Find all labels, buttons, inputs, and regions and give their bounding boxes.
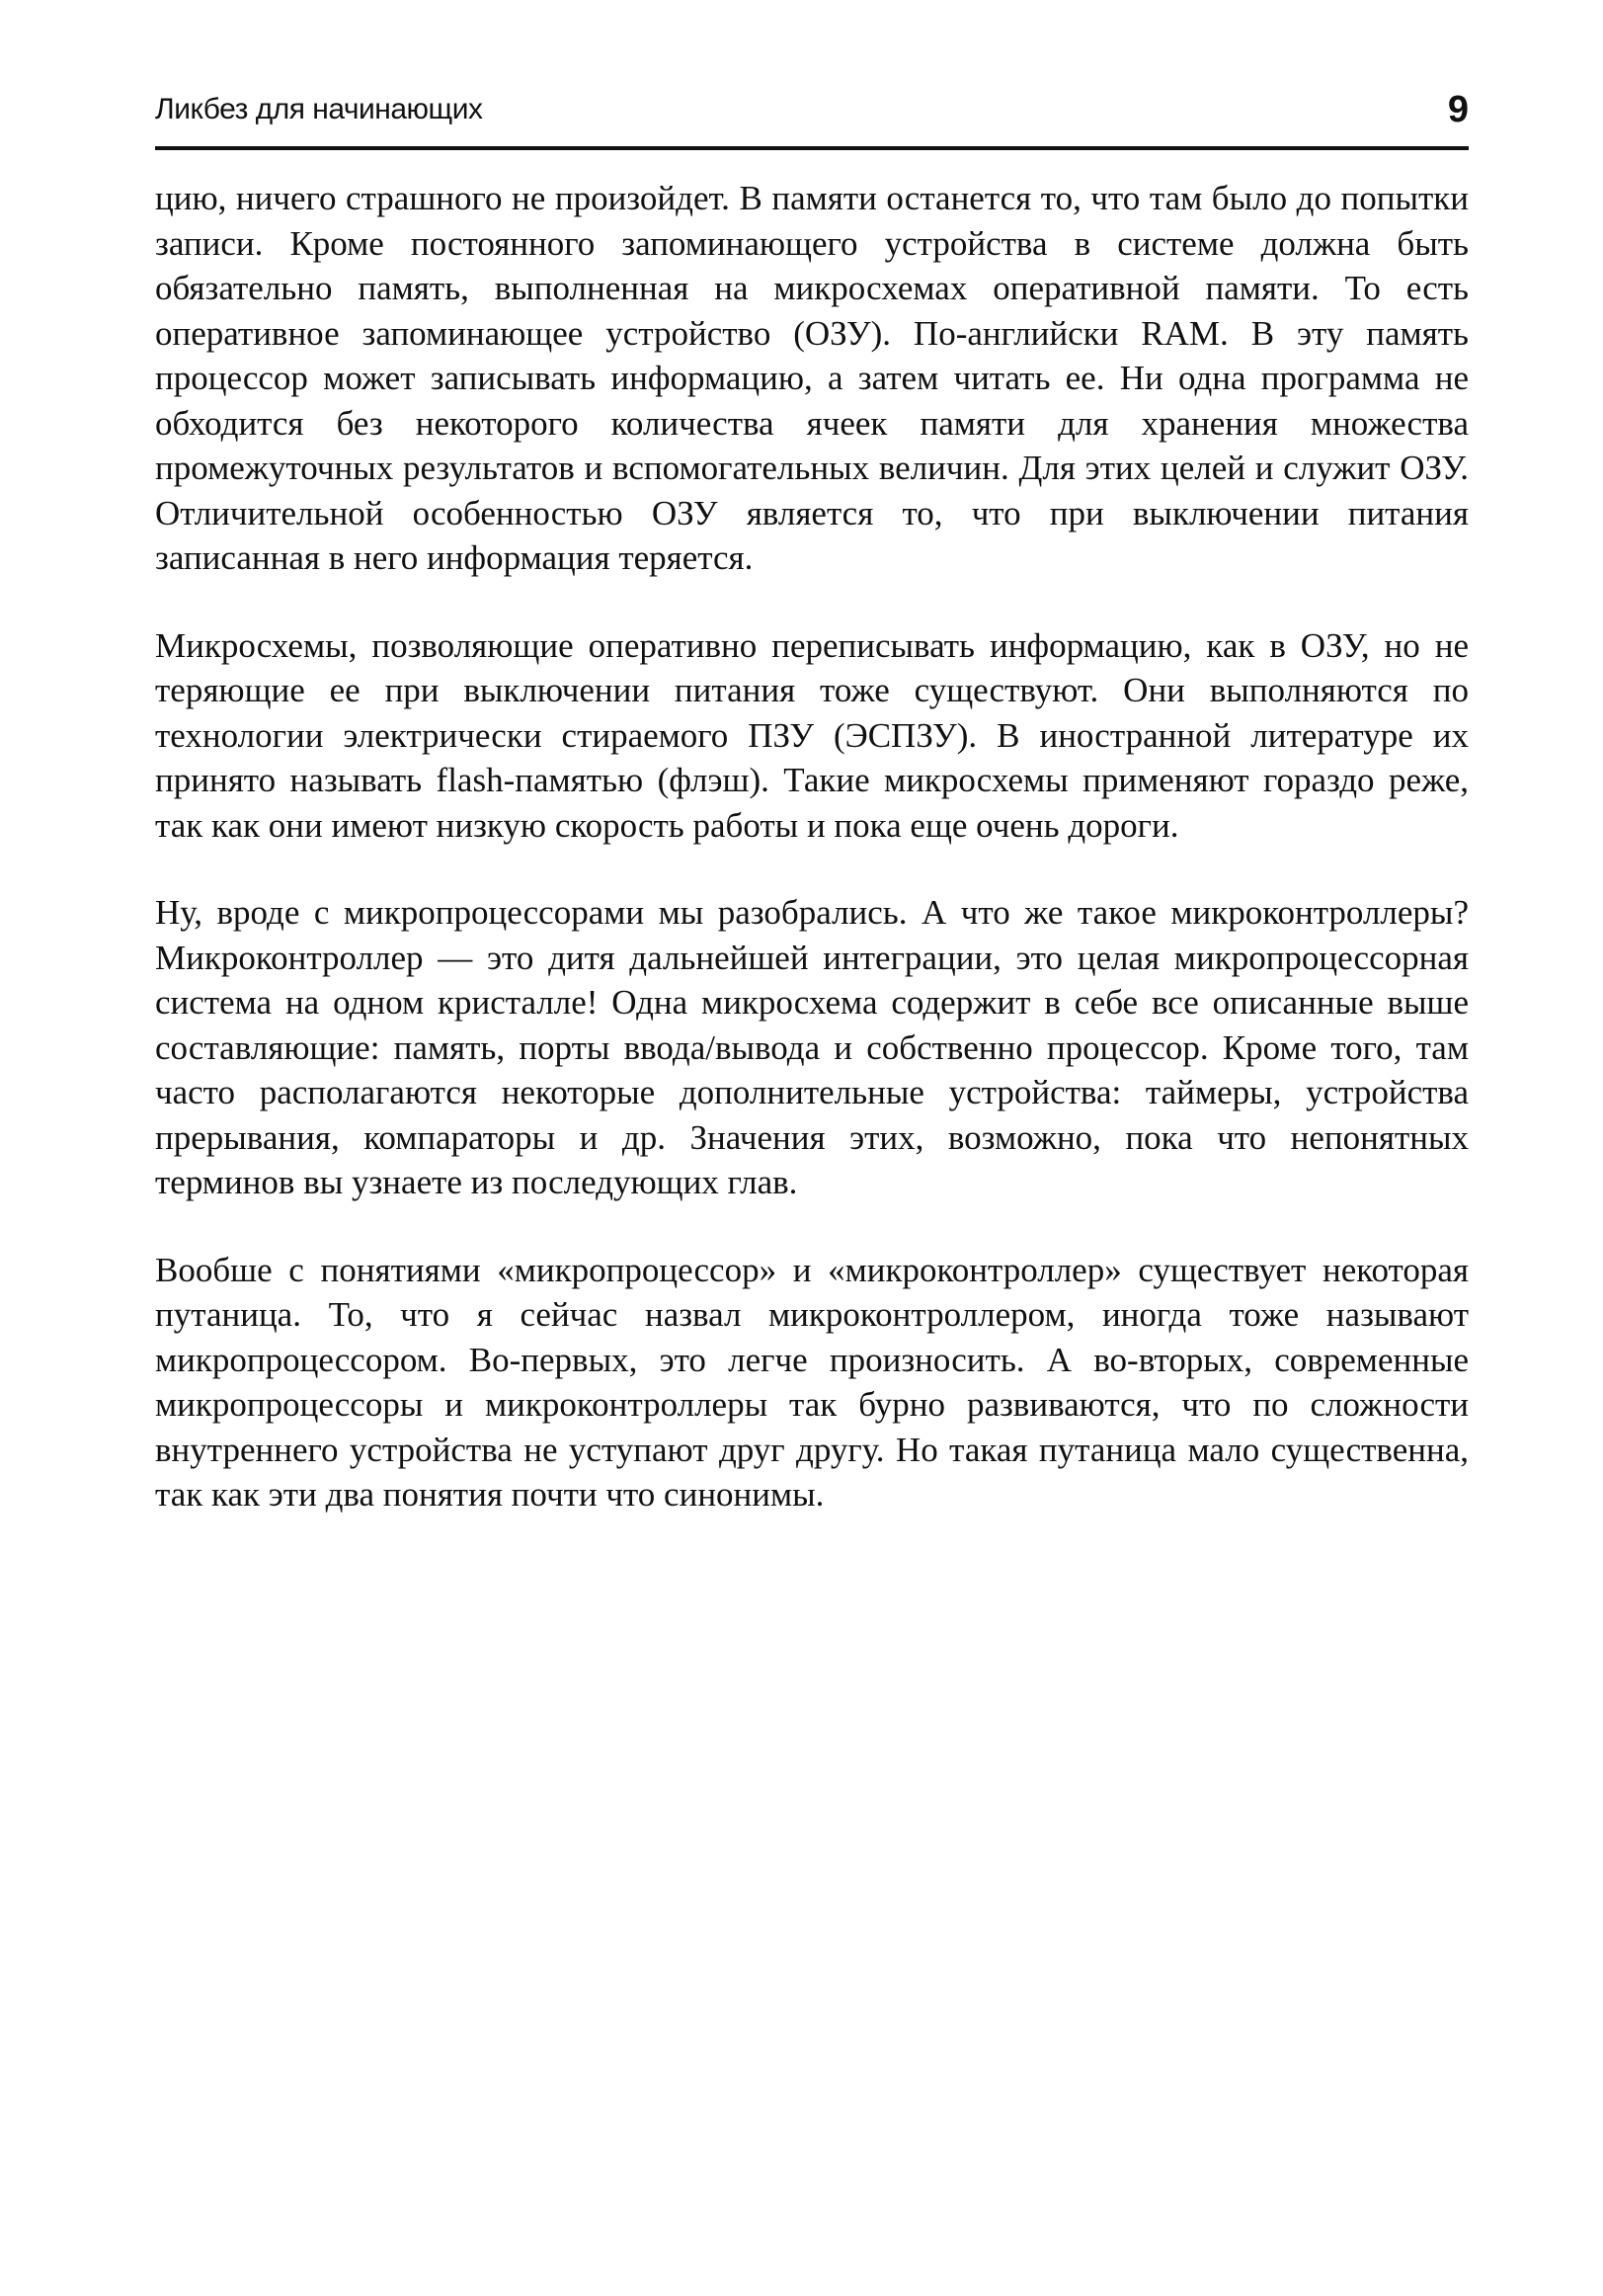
running-header bbox=[155, 85, 1469, 150]
chapter-title: Ликбез для начинающих bbox=[155, 93, 483, 125]
paragraph-ram: цию, ничего страшного не произойдет. В памяти останется то, что там было до попытки записи. Кроме постоянного запоминающего устройства в системе должна быть обязательно память, выполненная на микросхемах оперативной памяти. То есть оперативное запоминающее устройство (ОЗУ). По-английски RAM. В эту память процессор может записывать информацию, а затем читать ее. Ни одна программа не обходится без некоторого количества ячеек памяти для хранения множества промежуточных результатов и вспомогательных величин. Для этих целей и служит ОЗУ. Отличительной особенностью ОЗУ является то, что при выключении питания записанная в него информация теряется. bbox=[155, 179, 1469, 577]
paragraph-microcontrollers: Ну, вроде с микропроцессорами мы разобрались. А что же такое микроконтроллеры? Микроконтроллер — это дитя дальнейшей интеграции, это целая микропроцессорная система на одном кристалле! Одна микросхема содержит в себе все описанные выше составляющие: память, порты ввода/вывода и собственно процессор. Кроме того, там часто располагаются некоторые дополнительные устройства: таймеры, устройства прерывания, компараторы и др. Значения этих, возможно, пока что непонятных терминов вы узнаете из последующих глав. bbox=[155, 893, 1469, 1201]
page-number: 9 bbox=[1447, 89, 1469, 130]
body-text bbox=[155, 176, 1469, 1560]
paragraph-terminology: Вообше с понятиями «микропроцессор» и «микроконтроллер» существует некоторая путаница. То, что я сейчас назвал микроконтроллером, иногда тоже называют микропроцессором. Во-первых, это легче произносить. А во-вторых, современные микропроцессоры и микроконтроллеры так бурно развиваются, что по сложности внутреннего устройства не уступают друг другу. Но такая путаница мало существенна, так как эти два понятия почти что синонимы. bbox=[155, 1250, 1469, 1514]
paragraph-flash: Микросхемы, позволяющие оперативно переписывать информацию, как в ОЗУ, но не теряющие ее при выключении питания тоже существуют. Они выполняются по технологии электрически стираемого ПЗУ (ЭСПЗУ). В иностранной литературе их принято называть flash-памятью (флэш). Такие микросхемы применяют гораздо реже, так как они имеют низкую скорость работы и пока еще очень дороги. bbox=[155, 625, 1469, 845]
